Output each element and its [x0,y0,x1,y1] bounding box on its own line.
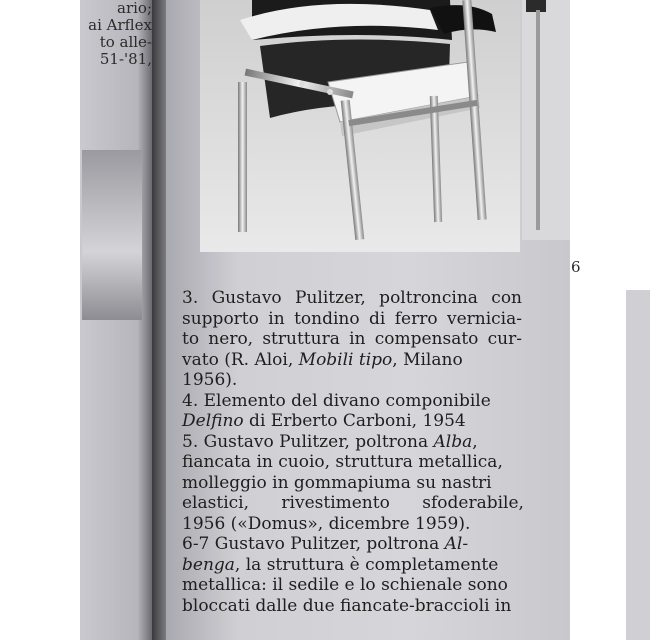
caption-italic: benga [182,554,235,575]
left-text-line: to alle- [99,33,152,51]
caption-line: 1956 («Domus», dicembre 1959). [182,513,471,534]
caption-line [182,432,522,453]
page-edge [626,290,650,640]
caption-fragment: , Milano [392,349,463,370]
caption-fragment: vato (R. Aloi, [182,349,299,370]
left-page-text [84,0,152,68]
left-text-line: ario; [117,0,152,17]
caption-fragment: di Erberto Carboni, 1954 [243,411,466,431]
caption-italic: Delfino [182,411,244,431]
left-text-line: ai Arflex [88,16,152,34]
caption-fragment: , [472,431,478,452]
adjacent-photo [522,0,570,240]
caption-line [182,555,522,576]
caption-line: elastici, rivestimento sfoderabile, [182,493,524,513]
caption-fragment: 5. Gustavo Pulitzer, poltrona [182,431,434,452]
caption-line: molleggio in gommapiuma su nastri [182,472,492,493]
caption-line: 1956). [182,370,238,390]
caption-line: 3. Gustavo Pulitzer, poltroncina con [182,288,522,308]
left-text-line: 51-'81, [99,50,152,68]
caption-line: metallica: il sedile e lo schienale sono [182,575,508,595]
caption-line: 4. Elemento del divano componibile [182,390,491,411]
armchair-illustration [200,0,520,252]
caption-line [182,411,522,432]
caption-text [182,288,522,616]
left-page-photo [82,150,142,320]
left-page [80,0,152,640]
caption-line: bloccati dalle due fiancate-braccioli in [182,595,512,616]
caption-line [182,350,522,371]
adjacent-chair-illustration [522,0,570,240]
caption-line: fiancata in cuoio, struttura metallica, [182,452,503,472]
figure-number: 6 [571,258,581,276]
caption-line [182,534,522,555]
caption-fragment: , la struttura è completamente [234,554,499,575]
caption-italic: Mobili tipo [298,349,393,370]
book-gutter [152,0,166,640]
caption-italic: Alba [433,431,473,452]
chair-photo [200,0,520,252]
caption-line: to nero, struttura in compensato cur- [182,329,522,349]
caption-line: supporto in tondino di ferro vernicia- [182,308,522,329]
caption-fragment: 6-7 Gustavo Pulitzer, poltrona [182,534,445,554]
caption-italic: Al- [444,534,469,554]
